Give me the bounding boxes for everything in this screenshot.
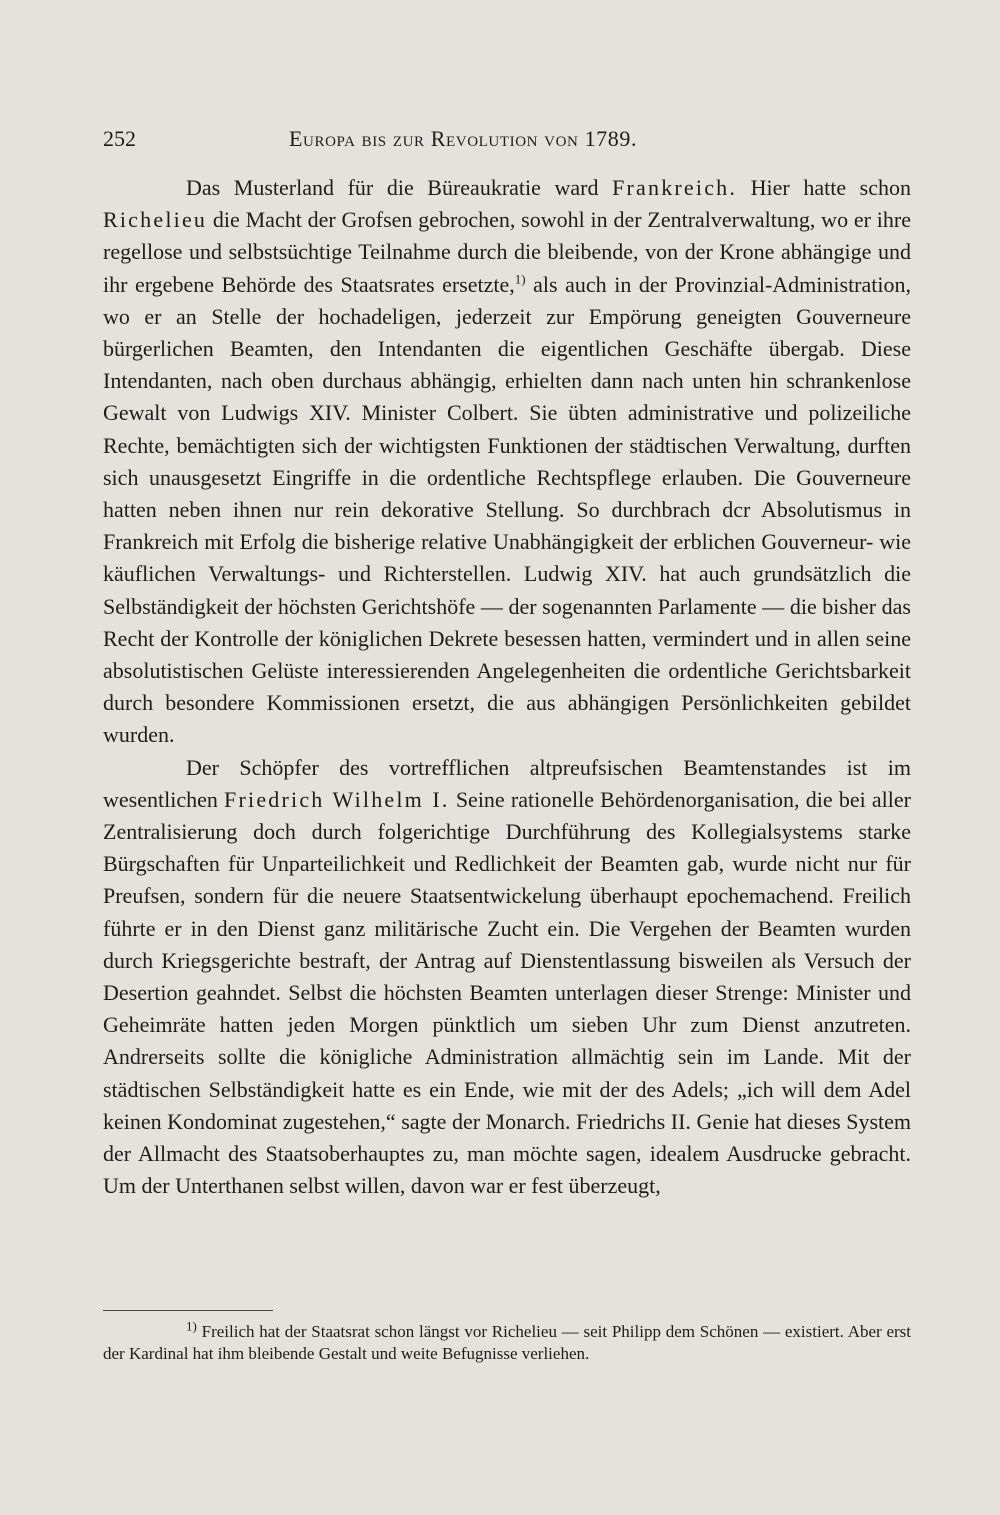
paragraph-1-text-3: die Macht der Grofsen gebrochen, sowohl in der Zentralverwaltung, wo er ihre regellose und selbstsüchtige Teilnahme durch die bleibende, von der Krone abhängige und ihr ergebene Behörde des Staatsrates ersetzte,: [103, 207, 911, 297]
paragraph-1-text-1: Das Musterland für die Büreaukratie ward: [186, 175, 613, 200]
footnote-marker: 1): [186, 1318, 197, 1334]
paragraph-1-text-4: als auch in der Provinzial-Administration, wo er an Stelle der hochadeligen, jederzeit zur Empörung geneigten Gouverneure bürgerlichen Beamten, den Intendanten die eigentlichen Geschäfte übergab. Diese Intendanten, nach oben durchaus abhängig, erhielten dann nach unten hin schrankenlose Gewalt von Ludwigs XIV. Minister Colbert. Sie übten administrative und polizeiliche Rechte, bemächtigten sich der wichtigsten Funktionen der städtischen Verwaltung, durften sich unausgesetzt Eingriffe in die ordentliche Rechtspflege erlauben. Die Gouverneure hatten neben ihnen nur rein dekorative Stellung. So durchbrach dcr Absolutismus in Frankreich mit Erfolg die bisherige relative Unabhängigkeit der erblichen Gouverneur- wie käuflichen Verwaltungs- und Richterstellen. Ludwig XIV. hat auch grundsätzlich die Selbständigkeit der höchsten Gerichtshöfe — der sogenannten Parlamente — die bisher das Recht der Kontrolle der königlichen Dekrete besessen hatten, vermindert und in allen seine absolutistischen Gelüste interessierenden Angelegenheiten die ordentliche Gerichtsbarkeit durch besondere Kommissionen ersetzt, die aus abhängigen Persönlichkeiten gebildet wurden.: [103, 271, 911, 748]
emphasized-name-frankreich: Frankreich.: [612, 175, 738, 200]
paragraph-2-text-1: Der Schöpfer des vortrefflichen altpreufsischen Beamtenstandes ist im wesentlichen: [103, 754, 911, 812]
footnote-reference: 1): [514, 271, 526, 287]
footnote-text: Freilich hat der Staatsrat schon längst vor Richelieu — seit Philipp dem Schönen — existiert. Aber erst der Kardinal hat ihm bleibende Gestalt und weite Befugnisse verliehen.: [103, 1322, 911, 1364]
body-text: [103, 172, 911, 1203]
footnotes: [103, 1318, 911, 1366]
paragraph-1: [103, 172, 911, 752]
emphasized-name-friedrich-wilhelm: Friedrich Wilhelm I.: [224, 786, 450, 812]
paragraph-1-text-2: Hier hatte schon: [737, 175, 911, 200]
paragraph-2-text-2: Seine rationelle Behördenorganisation, die bei aller Zentralisierung doch durch folgerichtige Durchführung des Kollegialsystems starke Bürgschaften für Unparteilichkeit und Redlichkeit der Beamten gab, wurde nicht nur für Preufsen, sondern für die neuere Staatsentwickelung überhaupt epochemachend. Freilich führte er in den Dienst ganz militärische Zucht ein. Die Vergehen der Beamten wurden durch Kriegsgerichte bestraft, der Antrag auf Dienstentlassung bisweilen als Versuch der Desertion geahndet. Selbst die höchsten Beamten unterlagen dieser Strenge: Minister und Geheimräte hatten jeden Morgen pünktlich um sieben Uhr zum Dienst anzutreten. Andrerseits sollte die königliche Administration allmächtig sein im Lande. Mit der städtischen Selbständigkeit hatte es ein Ende, wie mit der des Adels; „ich will dem Adel keinen Kondominat zugestehen,“ sagte der Monarch. Friedrichs II. Genie hat dieses System der Allmacht des Staatsoberhauptes zu, man möchte sagen, idealem Ausdrucke gebracht. Um der Unterthanen selbst willen, davon war er fest überzeugt,: [103, 786, 911, 1199]
paragraph-2: [103, 752, 911, 1203]
running-head: [103, 126, 911, 156]
footnote-1: [103, 1318, 911, 1366]
emphasized-name-richelieu: Richelieu: [103, 207, 208, 233]
running-title: Europa bis zur Revolution von 1789.: [289, 126, 638, 151]
footnote-divider: [103, 1310, 273, 1311]
page-number: 252: [103, 126, 136, 151]
